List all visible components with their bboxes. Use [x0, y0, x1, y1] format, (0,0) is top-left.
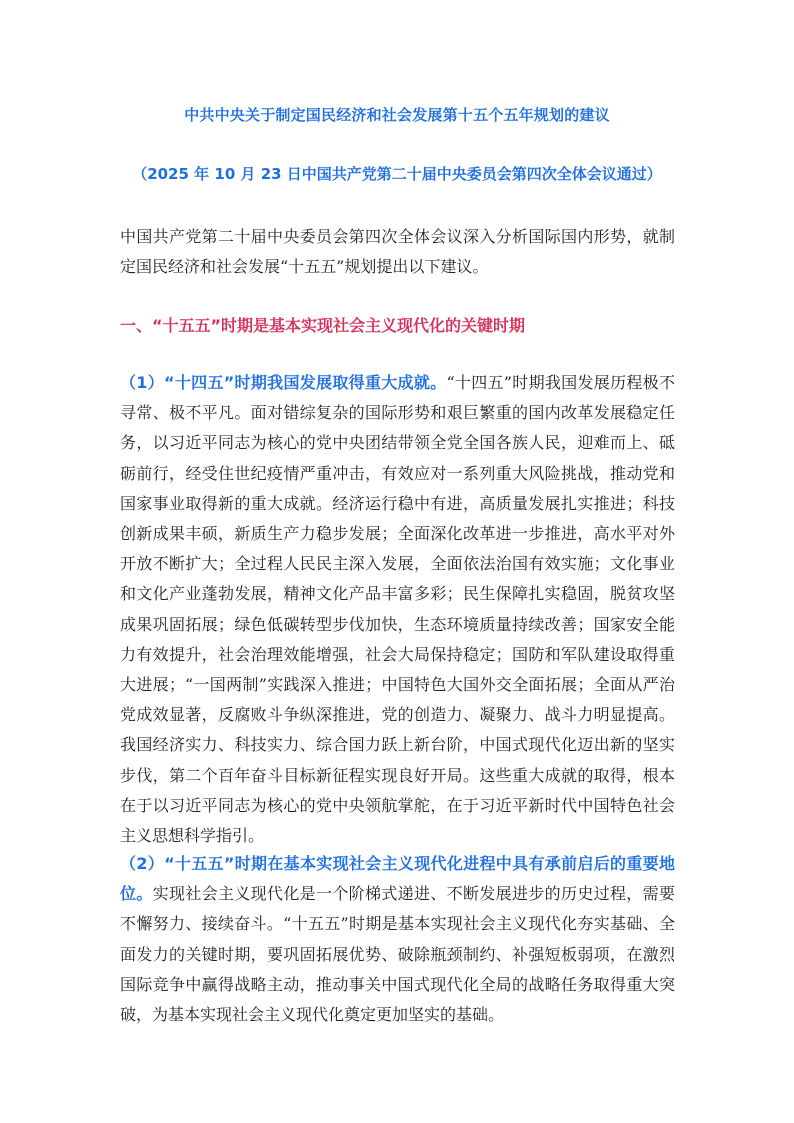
paragraph-lead: （1）“十四五”时期我国发展取得重大成就。 [120, 373, 447, 392]
paragraph-text: “十四五”时期我国发展历程极不寻常、极不平凡。面对错综复杂的国际形势和艰巨繁重的国内改革发展稳定任务，以习近平同志为核心的党中央团结带领全党全国各族人民，迎难而上、砥砺前行，经受住世纪疫情严重冲击，有效应对一系列重大风险挑战，推动党和国家事业取得新的重大成就。经济运行稳中有进，高质量发展扎实推进；科技创新成果丰硕，新质生产力稳步发展；全面深化改革进一步推进，高水平对外开放不断扩大；全过程人民民主深入发展，全面依法治国有效实施；文化事业和文化产业蓬勃发展，精神文化产品丰富多彩；民生保障扎实稳固，脱贫攻坚成果巩固拓展；绿色低碳转型步伐加快，生态环境质量持续改善；国家安全能力有效提升，社会治理效能增强，社会大局保持稳定；国防和军队建设取得重大进展；“一国两制”实践深入推进；中国特色大国外交全面拓展；全面从严治党成效显著，反腐败斗争纵深推进，党的创造力、凝聚力、战斗力明显提高。我国经济实力、科技实力、综合国力跃上新台阶，中国式现代化迈出新的坚实步伐，第二个百年奋斗目标新征程实现良好开局。这些重大成就的取得，根本在于以习近平同志为核心的党中央领航掌舵，在于习近平新时代中国特色社会主义思想科学指引。 [120, 373, 675, 846]
section-heading: 一、“十五五”时期是基本实现社会主义现代化的关键时期 [120, 316, 526, 335]
document-subtitle: （2025 年 10 月 23 日中国共产党第二十届中央委员会第四次全体会议通过） [132, 165, 662, 183]
intro-paragraph: 中国共产党第二十届中央委员会第四次全体会议深入分析国际国内形势，就制定国民经济和社会发展“十五五”规划提出以下建议。 [120, 227, 675, 277]
paragraph-lead: （2）“十五五”时期在基本实现社会主义现代化进程中具有承前启后的重要地位。 [120, 854, 675, 904]
paragraph-text: 实现社会主义现代化是一个阶梯式递进、不断发展进步的历史过程，需要不懈努力、接续奋斗。“十五五”时期是基本实现社会主义现代化夯实基础、全面发力的关键时期，要巩固拓展优势、破除瓶颈制约、补强短板弱项，在激烈国际竞争中赢得战略主动，推动事关中国式现代化全局的战略任务取得重大突破，为基本实现社会主义现代化奠定更加坚实的基础。 [120, 884, 675, 1025]
document-title: 中共中央关于制定国民经济和社会发展第十五个五年规划的建议 [184, 106, 610, 124]
paragraph-2 [120, 849, 675, 1030]
paragraph-1 [120, 368, 675, 851]
